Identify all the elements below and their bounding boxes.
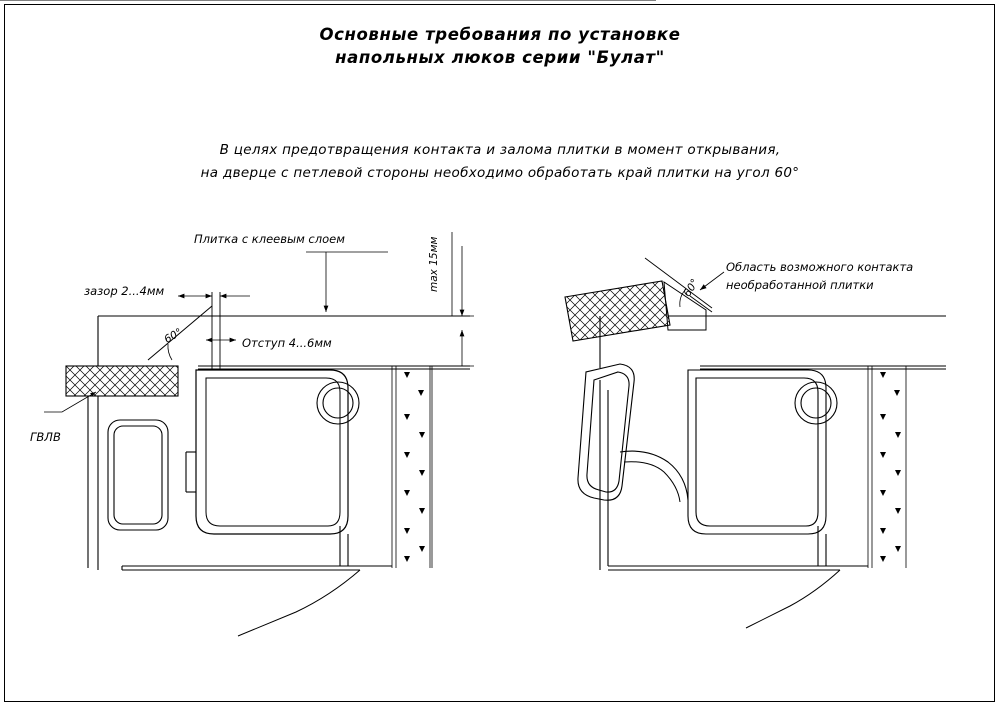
- right-body-frame: [688, 370, 826, 534]
- label-angle-right: 60°: [681, 276, 702, 300]
- label-max15: max 15мм: [428, 236, 440, 292]
- right-door-frame: [578, 364, 634, 500]
- left-hinge-body-inner: [114, 426, 162, 524]
- page-title-line2: напольных люков серии "Булат": [335, 48, 665, 67]
- subtitle-line2: на дверце с петлевой стороны необходимо обработать край плитки на угол 60°: [200, 165, 800, 181]
- right-body-frame-inner: [696, 378, 818, 526]
- label-gvlv: ГВЛВ: [30, 430, 61, 444]
- left-hinge-body: [108, 420, 168, 530]
- left-door-frame-inner: [206, 378, 340, 526]
- label-gap: зазор 2...4мм: [84, 284, 165, 298]
- label-tile-with-glue: Плитка с клеевым слоем: [194, 232, 345, 246]
- right-contact-leader: [700, 272, 724, 290]
- page-title-line1: Основные требования по установке: [319, 25, 681, 44]
- right-concrete-hatch: [868, 366, 906, 568]
- left-gvlv-block: [66, 366, 178, 396]
- label-angle-left: 60°: [162, 326, 185, 346]
- left-concrete-hatch: [392, 366, 430, 568]
- label-offset: Отступ 4...6мм: [242, 336, 332, 350]
- label-contact-area-line2: необработанной плитки: [726, 278, 874, 292]
- right-tilted-tile: [565, 281, 670, 341]
- subtitle-line1: В целях предотвращения контакта и залома плитки в момент открывания,: [219, 142, 781, 158]
- label-contact-area-line1: Область возможного контакта: [726, 260, 914, 274]
